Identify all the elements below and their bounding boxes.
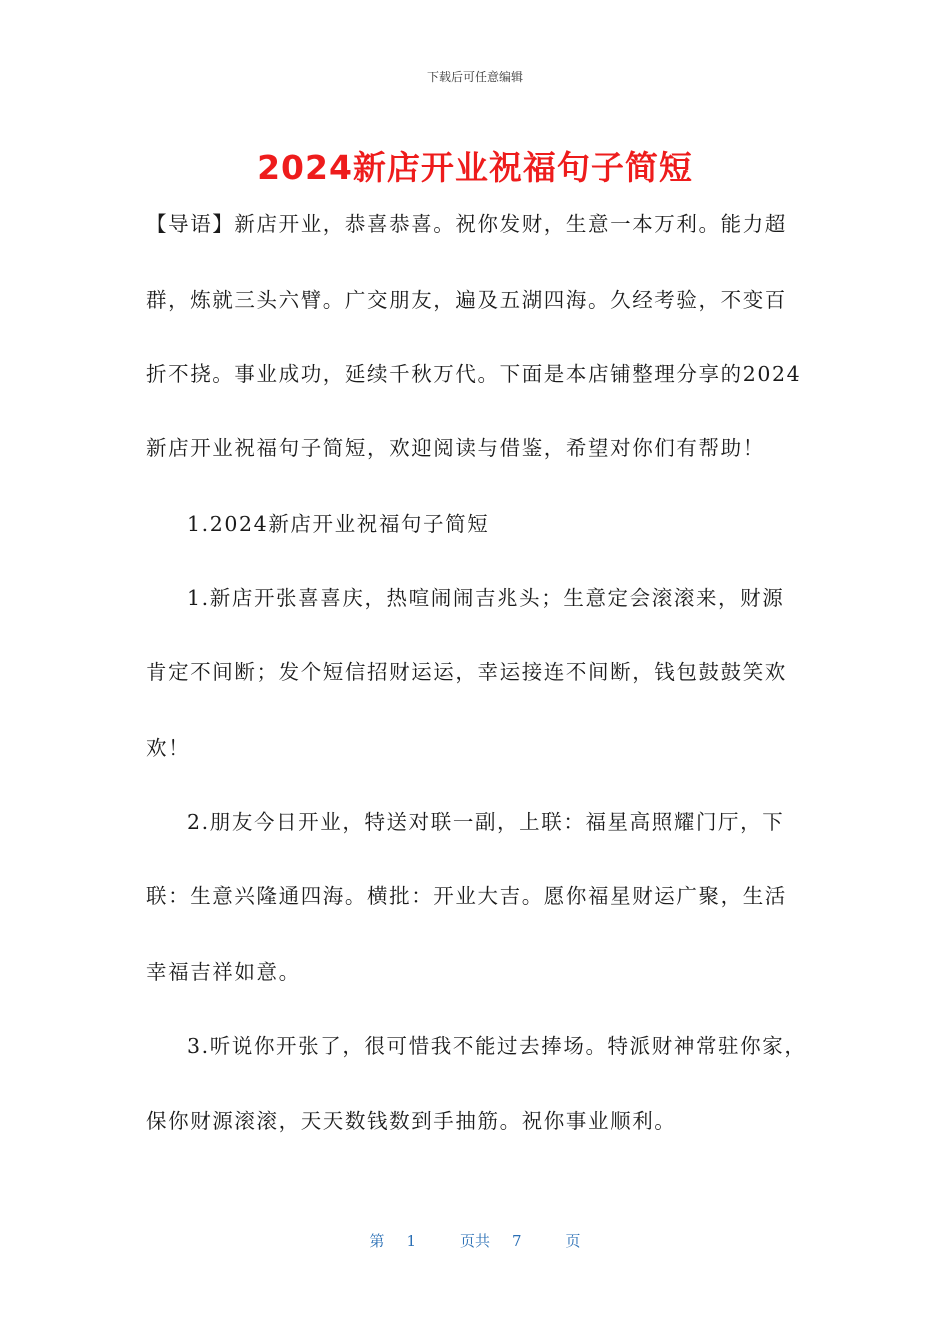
paragraph-line: 幸福吉祥如意。 (146, 960, 301, 984)
footer-prefix: 第 (369, 1232, 385, 1250)
paragraph-line: 保你财源滚滚，天天数钱数到手抽筋。祝你事业顺利。 (146, 1109, 677, 1133)
footer-total-pages: 7 (512, 1232, 522, 1250)
paragraph-line: 【导语】新店开业，恭喜恭喜。祝你发财，生意一本万利。能力超 (146, 212, 787, 236)
paragraph-line: 2.朋友今日开业，特送对联一副，上联：福星高照耀门厅，下 (187, 810, 785, 834)
header-note: 下载后可任意编辑 (426, 70, 523, 84)
paragraph-line: 新店开业祝福句子简短，欢迎阅读与借鉴，希望对你们有帮助！ (146, 436, 765, 460)
paragraph-line: 3.听说你开张了，很可惜我不能过去捧场。特派财神常驻你家， (187, 1034, 807, 1058)
paragraph-line: 欢！ (146, 736, 191, 760)
footer-middle: 页共 (459, 1232, 490, 1250)
paragraph-line: 折不挠。事业成功，延续千秋万代。下面是本店铺整理分享的2024 (146, 362, 802, 386)
paragraph-line: 联：生意兴隆通四海。横批：开业大吉。愿你福星财运广聚，生活 (146, 884, 787, 908)
section-heading: 1.2024新店开业祝福句子简短 (187, 512, 490, 536)
footer-current-page: 1 (406, 1232, 416, 1250)
document-title: 2024新店开业祝福句子简短 (257, 148, 693, 187)
paragraph-line: 肯定不间断；发个短信招财运运，幸运接连不间断，钱包鼓鼓笑欢 (146, 660, 787, 684)
paragraph-line: 群，炼就三头六臂。广交朋友，遍及五湖四海。久经考验，不变百 (146, 288, 787, 312)
page-footer (0, 1230, 950, 1251)
footer-suffix: 页 (565, 1232, 581, 1250)
paragraph-line: 1.新店开张喜喜庆，热喧闹闹吉兆头；生意定会滚滚来，财源 (187, 586, 785, 610)
